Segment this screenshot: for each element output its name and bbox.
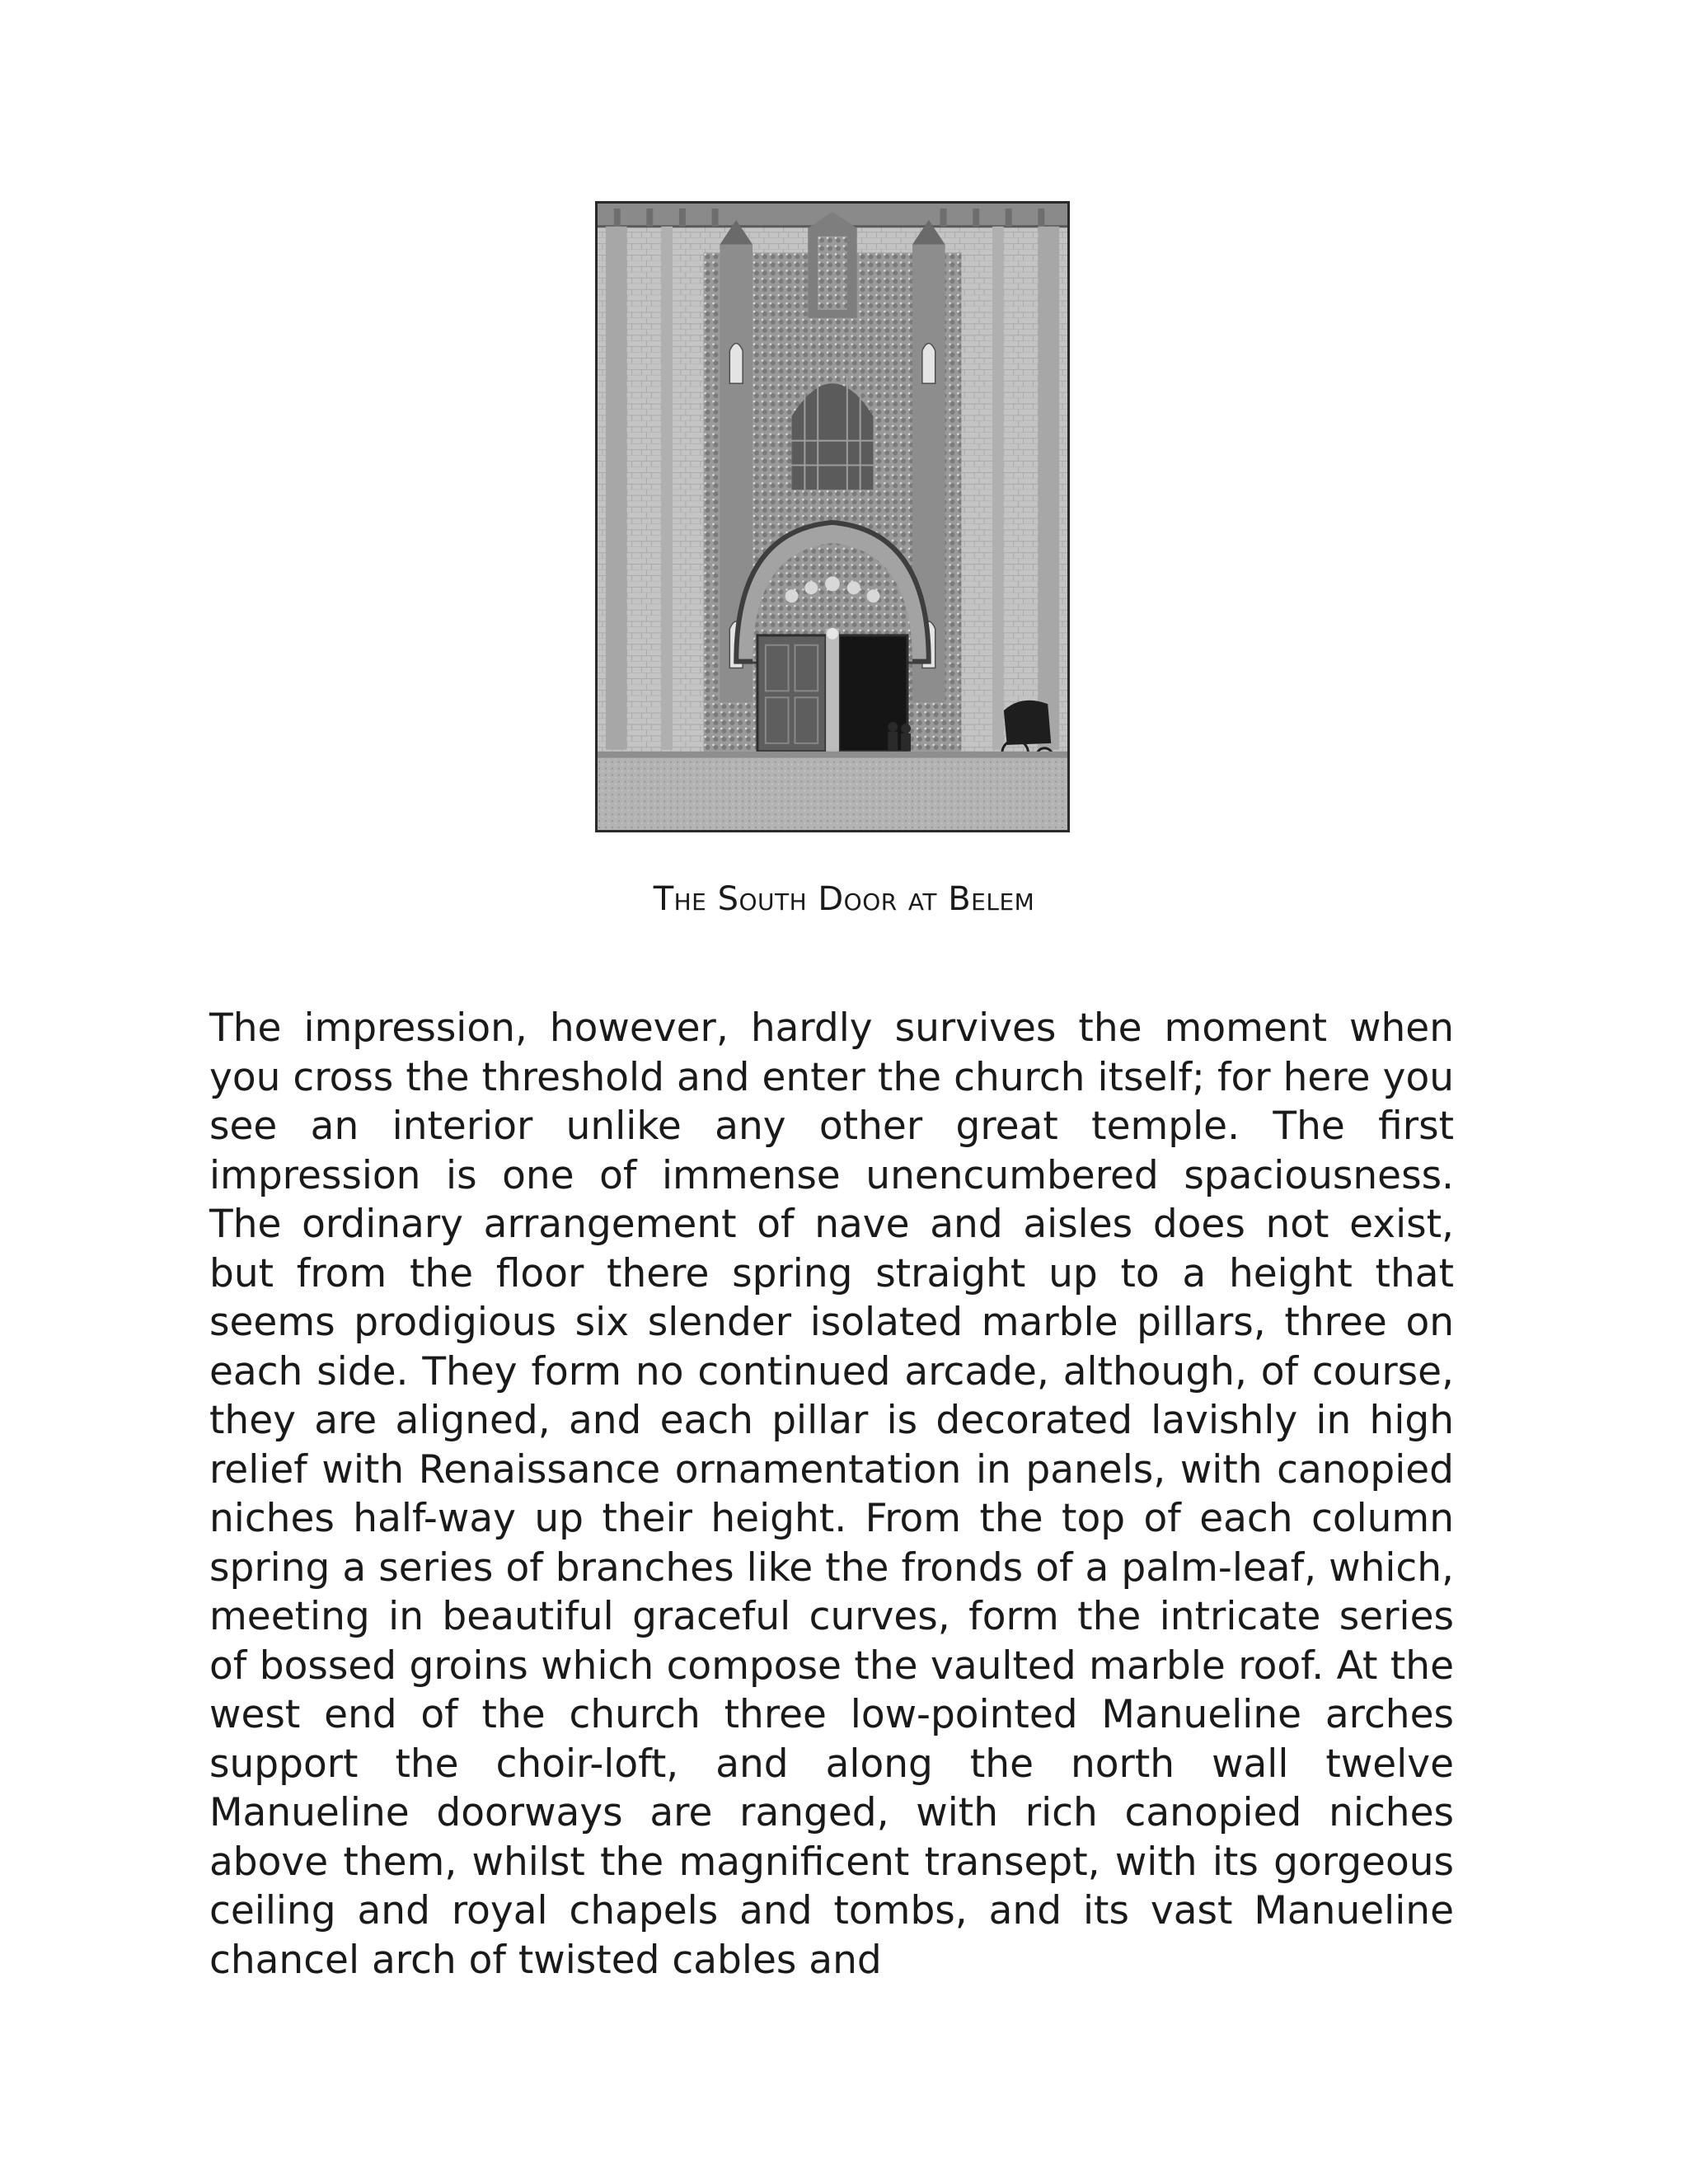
figure-caption: The South Door at Belem <box>653 880 1035 918</box>
photo-illustration <box>598 204 1067 830</box>
photo-south-door-belem <box>595 201 1070 832</box>
body-paragraph: The impression, however, hardly survives the moment when you cross the threshold and enter the church itself; for here you see an interior unlike any other great temple. The first impression is one of immense unencumbered spaciousness. The ordinary arrangement of nave and aisles does not exist, but from the floor there spring straight up to a height that seems prodigious six slender isolated marble pillars, three on each side. They form no continued arcade, although, of course, they are aligned, and each pillar is decorated lavishly in high relief with Renaissance ornamentation in panels, with canopied niches half-way up their height. From the top of each column spring a series of branches like the fronds of a palm-leaf, which, meeting in beautiful graceful curves, form the intricate series of bossed groins which compose the vaulted marble roof. At the west end of the church three low-pointed Manueline arches support the choir-loft, and along the north wall twelve Manueline doorways are ranged, with rich canopied niches above them, whilst the magnificent transept, with its gorgeous ceiling and royal chapels and tombs, and its vast Manueline chancel arch of twisted cables and <box>209 1005 1454 1983</box>
